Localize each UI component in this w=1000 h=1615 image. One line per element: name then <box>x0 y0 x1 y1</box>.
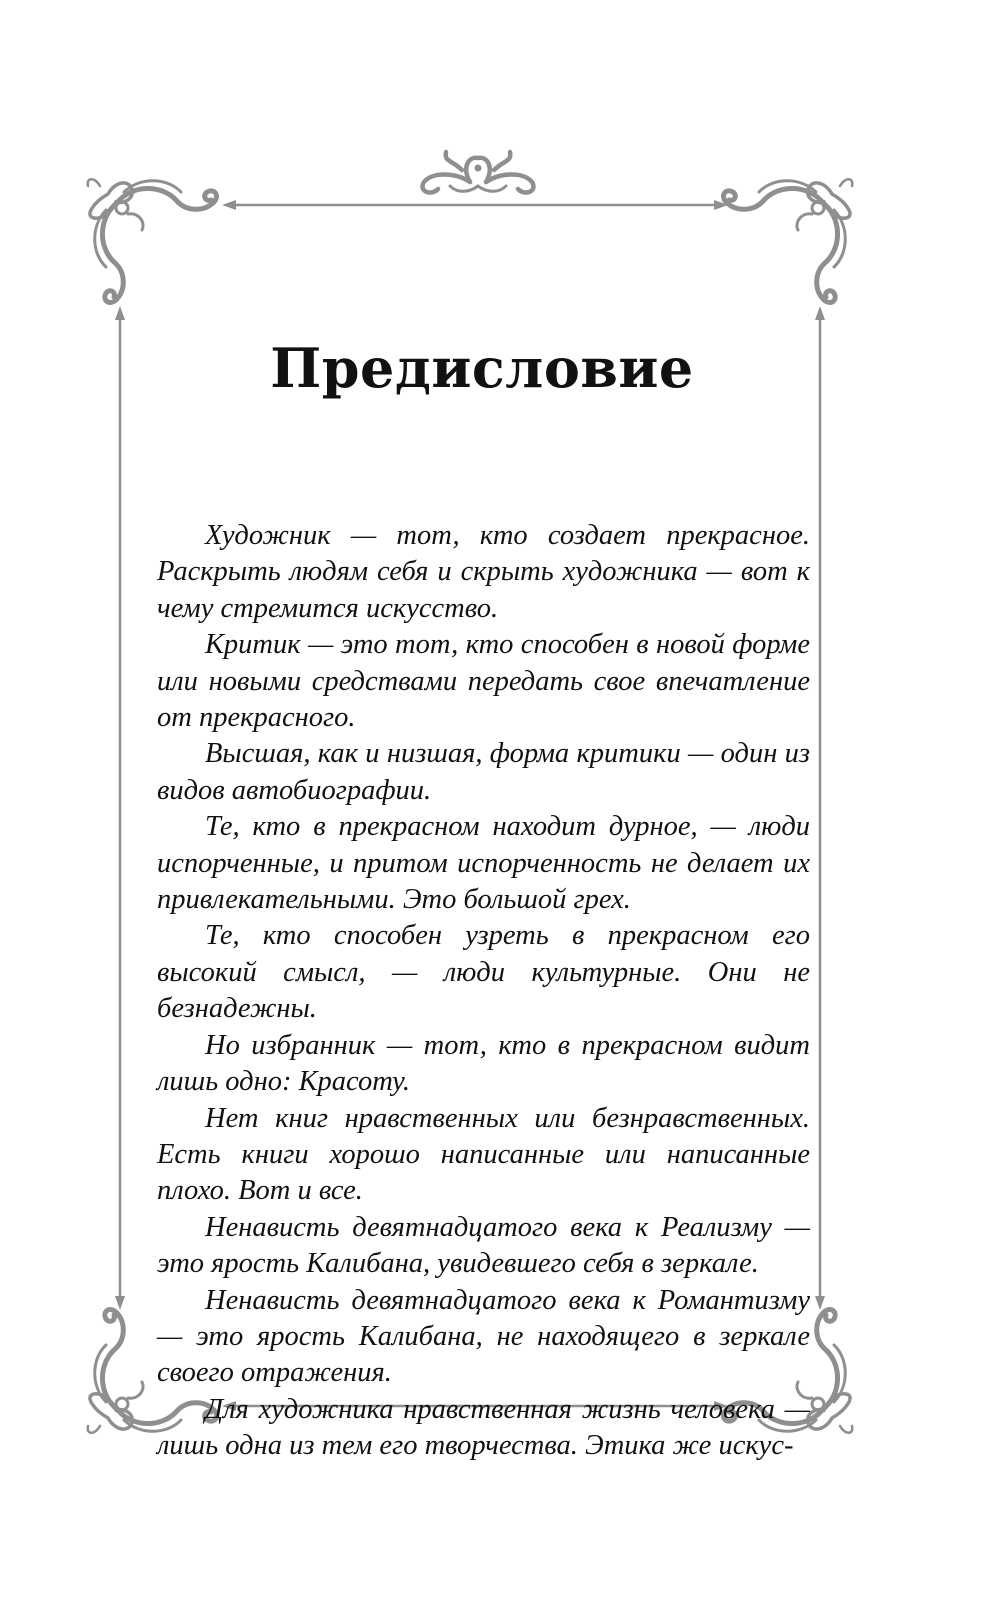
paragraph: Высшая, как и низшая, форма критики — один из видов автобиографии. <box>157 738 810 806</box>
paragraph: Но избранник — тот, кто в прекрасном видит лишь одно: Красоту. <box>157 1029 810 1098</box>
body-text <box>157 518 810 1465</box>
arrow-rule-icon <box>815 306 825 1310</box>
arrow-rule-icon <box>222 200 728 210</box>
corner-flourish-icon <box>724 179 853 302</box>
paragraph: Ненависть девятнадцатого века к Реализму — это ярость Калибана, увидевшего себя в зеркале. <box>157 1211 810 1280</box>
paragraph: Для художника нравственная жизнь человека — лишь одна из тем его творчества. Этика же искус- <box>157 1393 810 1462</box>
paragraph: Художник — тот, кто создает прекрасное. Раскрыть людям себя и скрыть художника — вот к чему стремится искусство. <box>157 520 810 624</box>
paragraph: Ненависть девятнадцатого века к Романтизму — это ярость Калибана, не находящего в зеркале своего отражения. <box>157 1284 810 1389</box>
page-title: Предисловие <box>270 336 694 400</box>
arrow-rule-icon <box>115 306 125 1310</box>
paragraph: Те, кто способен узреть в прекрасном его высокий смысл, — люди культурные. Они не безнадежны. <box>157 920 810 1025</box>
paragraph: Те, кто в прекрасном находит дурное, — люди испорченные, и притом испорченность не делает их привлекательными. Это большой грех. <box>157 811 810 916</box>
paragraph: Нет книг нравственных или безнравственных. Есть книги хорошо написанные или написанные плохо. Вот и все. <box>157 1102 810 1207</box>
top-center-ornament-icon <box>423 152 534 193</box>
corner-flourish-icon <box>88 179 217 302</box>
paragraph: Критик — это тот, кто способен в новой форме или новыми средствами передать свое впечатление от прекрасного. <box>157 629 810 734</box>
